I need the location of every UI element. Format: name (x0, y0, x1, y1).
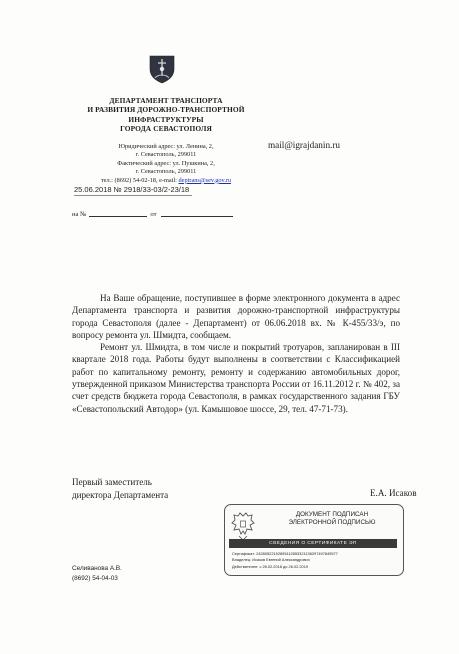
phone-label: тел.: (8692) 54-02-18, e-mail: (100, 176, 179, 184)
registration-underline (74, 195, 192, 198)
signatory-position (72, 476, 168, 501)
letter-body (72, 292, 400, 415)
ref-date-blank (161, 216, 233, 217)
stamp-title (265, 511, 399, 527)
position-line: Первый заместитель (72, 477, 152, 487)
ref-number-label: на № (72, 211, 87, 218)
certificate-number: Сертификат: 24280522192895112853321136297497849577 (232, 551, 338, 556)
sevastopol-coat-of-arms-icon (148, 54, 176, 84)
address-line: Фактический адрес: ул. Пушкина, 2, (117, 159, 215, 167)
address-line: Юридический адрес: ул. Ленина, 2, (118, 143, 214, 150)
department-email-link[interactable]: deptrans@sev.gov.ru (178, 176, 232, 184)
paragraph-1: На Ваше обращение, поступившее в форме электронного документа в адрес Департамента транспорта и развития дорожно-транспортной инфраструктуры города Севастополя (далее - Департамент) от 06.06.2018 вх. № К-455/33/э, по вопросу ремонта ул. Шмидта, сообщаем. (72, 293, 400, 340)
department-address (60, 143, 272, 185)
digital-signature-stamp (224, 504, 404, 576)
double-headed-eagle-icon (230, 512, 256, 542)
executor-name: Селиванова А.В. (72, 565, 122, 572)
address-line: г. Севастополь, 299011 (135, 168, 197, 176)
registration-number: 25.06.2018 № 2918/33-03/2-23/18 (74, 185, 190, 194)
org-line: ИНФРАСТРУКТУРЫ (128, 114, 204, 124)
certificate-owner: Владелец: Исаков Евгений Александрович (232, 557, 310, 563)
contact-line (60, 177, 272, 185)
certificate-validity: Действителен: с 26.02.2018 до 26.02.2019 (232, 563, 309, 569)
department-name (66, 96, 266, 133)
stamp-title-line: ДОКУМЕНТ ПОДПИСАН (295, 511, 369, 518)
ref-date-label: от (150, 211, 157, 218)
ref-number-blank (89, 216, 147, 217)
org-line: ГОРОДА СЕВАСТОПОЛЯ (120, 123, 212, 133)
org-line: ДЕПАРТАМЕНТ ТРАНСПОРТА (109, 96, 223, 105)
reference-line (72, 211, 233, 218)
org-line: И РАЗВИТИЯ ДОРОЖНО-ТРАНСПОРТНОЙ (87, 105, 245, 115)
paragraph-2: Ремонт ул. Шмидта, в том числе и покрытий тротуаров, запланирован в III квартале 2018 года. Работы будут выполнены в соответствии с Классификацией работ по капитальному ремонту, ремонту и содержанию автомобильных дорог, утвержденной приказом Министерства транспорта России от 16.11.2012 г. № 402, за счет средств бюджета города Севастополя, в рамках государственного задания ГБУ «Севастопольский Автодор» (ул. Камышовое шоссе, 29, тел. 47-71-73). (72, 342, 400, 414)
stamp-title-line: ЭЛЕКТРОННОЙ ПОДПИСЬЮ (288, 519, 376, 526)
executor-info (72, 564, 122, 584)
signatory-name: Е.А. Исаков (370, 488, 417, 498)
executor-phone: (8692) 54-04-03 (72, 575, 118, 582)
certificate-details (232, 551, 400, 570)
recipient-email: mail@igrajdanin.ru (268, 140, 340, 150)
position-line: директора Департамента (72, 489, 169, 500)
address-line: г. Севастополь, 299011 (135, 151, 197, 159)
certificate-info-bar: СВЕДЕНИЯ О СЕРТИФИКАТЕ ЭП (229, 539, 397, 548)
